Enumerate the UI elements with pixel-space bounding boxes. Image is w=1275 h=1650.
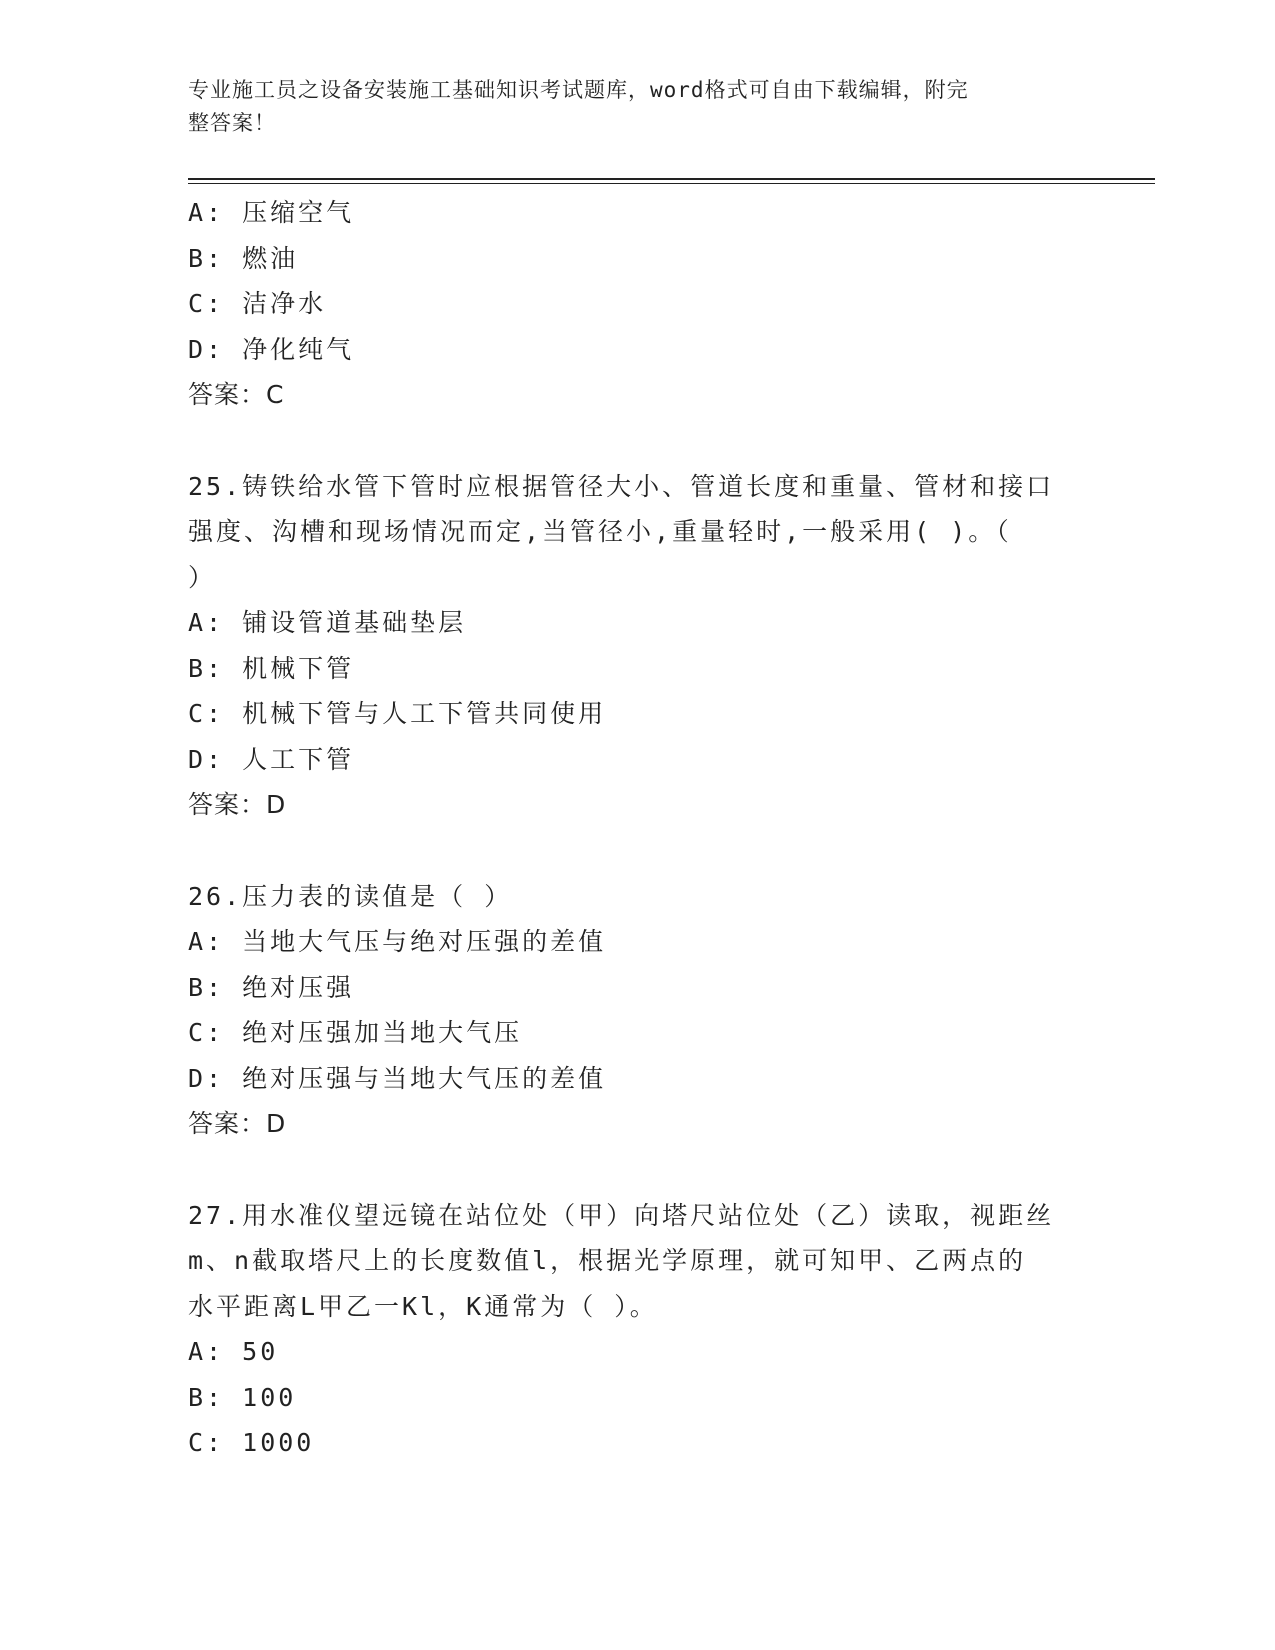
- question-list: [188, 190, 1088, 1466]
- header-line-1: 专业施工员之设备安装施工基础知识考试题库，word格式可自由下载编辑，附完: [188, 78, 969, 102]
- question-26: [188, 874, 1088, 1147]
- option-a: A: 铺设管道基础垫层: [188, 608, 467, 637]
- option-d: D: 人工下管: [188, 744, 355, 774]
- question-25: [188, 464, 1088, 828]
- option-b: B: 燃油: [188, 243, 299, 273]
- question-text-line: 25.铸铁给水管下管时应根据管径大小、管道长度和重量、管材和接口: [188, 471, 1055, 501]
- question-spacer: [188, 828, 1088, 874]
- option-c: C: 洁净水: [188, 289, 327, 318]
- option-b: B: 100: [188, 1382, 297, 1412]
- question-spacer: [188, 418, 1088, 464]
- option-c: C: 1000: [188, 1428, 315, 1457]
- document-header: [188, 74, 1068, 140]
- option-a: A: 50: [188, 1337, 279, 1366]
- answer-label: 答案：D: [188, 790, 287, 819]
- option-a: A: 当地大气压与绝对压强的差值: [188, 927, 607, 956]
- option-c: C: 机械下管与人工下管共同使用: [188, 699, 607, 728]
- option-d: D: 绝对压强与当地大气压的差值: [188, 1063, 607, 1093]
- header-divider-thick: [188, 178, 1155, 180]
- question-text-line: 26.压力表的读值是（ ）: [188, 881, 513, 911]
- option-a: A: 压缩空气: [188, 198, 355, 227]
- question-text-line: ）: [188, 562, 217, 592]
- answer-label: 答案：C: [188, 380, 285, 409]
- question-24: [188, 190, 1088, 418]
- option-d: D: 净化纯气: [188, 334, 355, 364]
- header-line-2: 整答案！: [188, 111, 276, 135]
- option-b: B: 绝对压强: [188, 972, 355, 1002]
- question-text-line: 强度、沟槽和现场情况而定,当管径小,重量轻时,一般采用( )。（: [188, 517, 1012, 546]
- question-text-line: 27.用水准仪望远镜在站位处（甲）向塔尺站位处（乙）读取，视距丝: [188, 1200, 1055, 1230]
- question-27: [188, 1193, 1088, 1466]
- question-spacer: [188, 1147, 1088, 1193]
- option-b: B: 机械下管: [188, 653, 355, 683]
- question-text-line: m、n截取塔尺上的长度数值l，根据光学原理，就可知甲、乙两点的: [188, 1246, 1027, 1275]
- answer-label: 答案：D: [188, 1109, 287, 1138]
- question-text-line: 水平距离L甲乙一Kl，K通常为（ ）。: [188, 1291, 658, 1321]
- header-divider-thin: [188, 183, 1155, 184]
- option-c: C: 绝对压强加当地大气压: [188, 1018, 523, 1047]
